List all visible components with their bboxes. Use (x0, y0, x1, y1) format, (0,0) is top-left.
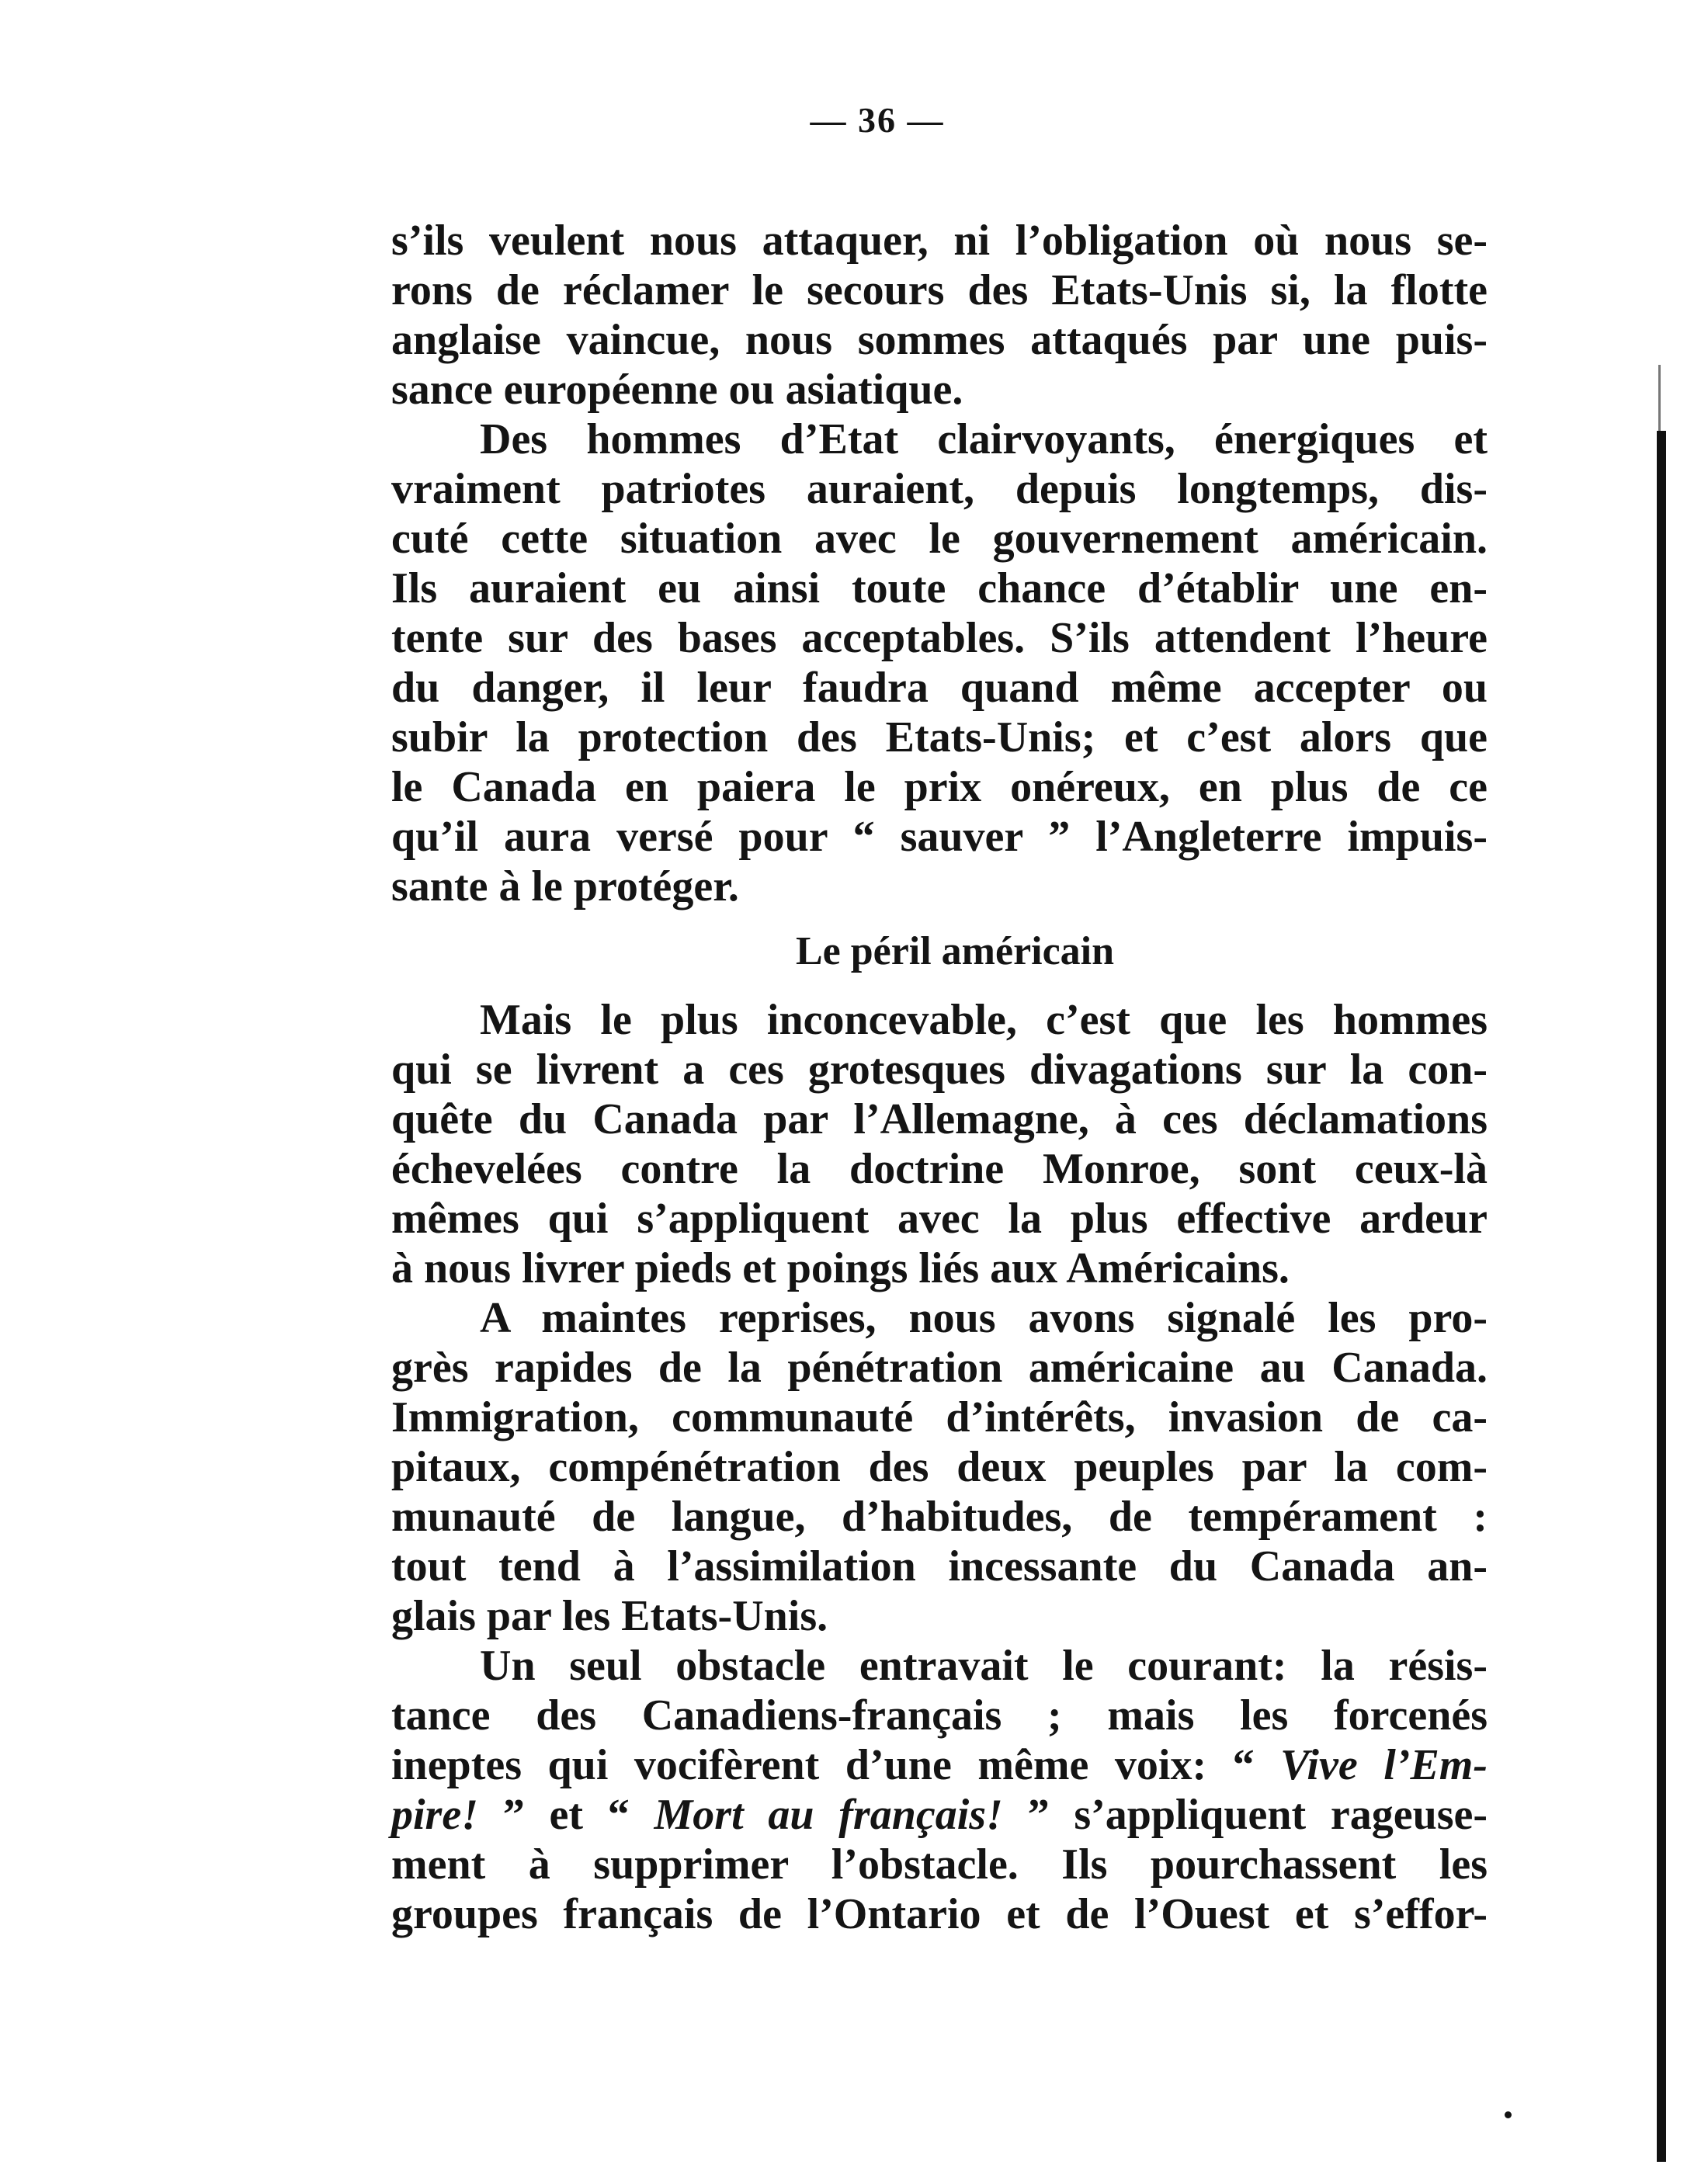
section-heading: Le péril américain (795, 929, 1115, 973)
scan-speck (1505, 2111, 1512, 2118)
text-line: vraiment patriotes auraient, depuis longtemps, dis- (391, 465, 1488, 513)
text-line: grès rapides de la pénétration américaine au Canada. (391, 1344, 1488, 1392)
text-line: Immigration, communauté d’intérêts, invasion de ca- (391, 1393, 1488, 1441)
paragraph (391, 1293, 1488, 1641)
text-line: tente sur des bases acceptables. S’ils attendent l’heure (391, 614, 1488, 662)
text-line: du danger, il leur faudra quand même accepter ou (391, 664, 1488, 712)
text-line: s’ils veulent nous attaquer, ni l’obligation où nous se- (391, 217, 1488, 265)
text-segment: ” s’appliquent rageuse- (1002, 1791, 1488, 1839)
text-line: tance des Canadiens-français ; mais les forcenés (391, 1691, 1488, 1740)
text-line: qu’il aura versé pour “ sauver ” l’Angleterre impuis- (391, 813, 1488, 861)
text-line: à nous livrer pieds et poings liés aux Américains. (391, 1244, 1290, 1292)
text-line: Un seul obstacle entravait le courant: la résis- (480, 1642, 1488, 1690)
text-line: ment à supprimer l’obstacle. Ils pourchassent les (391, 1840, 1488, 1889)
text-line: le Canada en paiera le prix onéreux, en plus de ce (391, 763, 1488, 811)
text-line: sance européenne ou asiatique. (391, 366, 963, 414)
text-line (391, 1790, 1488, 1840)
text-line: cuté cette situation avec le gouvernement américain. (391, 515, 1488, 563)
text-line: quête du Canada par l’Allemagne, à ces déclamations (391, 1095, 1488, 1143)
text-line: pitaux, compénétration des deux peuples par la com- (391, 1443, 1488, 1491)
scan-edge-bar (1657, 431, 1666, 2162)
text-line: échevelées contre la doctrine Monroe, sont ceux-là (391, 1145, 1488, 1193)
paragraph (391, 995, 1488, 1293)
text-line (391, 1740, 1488, 1790)
text-line: A maintes reprises, nous avons signalé les pro- (480, 1294, 1488, 1342)
italic-quote: Mort au français! (654, 1791, 1003, 1839)
italic-quote: Vive l’Em- (1280, 1741, 1488, 1789)
text-line: mêmes qui s’appliquent avec la plus effective ardeur (391, 1195, 1488, 1243)
text-segment: ” et “ (478, 1791, 654, 1839)
text-line: Des hommes d’Etat clairvoyants, énergiques et (480, 415, 1488, 463)
page-number: — 36 — (810, 100, 945, 140)
italic-quote: pire! (391, 1791, 478, 1839)
text-line: munauté de langue, d’habitudes, de tempérament : (391, 1493, 1488, 1541)
text-line: Mais le plus inconcevable, c’est que les hommes (480, 996, 1488, 1044)
text-segment: ineptes qui vocifèrent d’une même voix: “ (391, 1741, 1255, 1789)
text-line: Ils auraient eu ainsi toute chance d’établir une en- (391, 564, 1488, 612)
text-line: rons de réclamer le secours des Etats-Unis si, la flotte (391, 266, 1488, 314)
paragraph (391, 415, 1488, 911)
text-line: groupes français de l’Ontario et de l’Ouest et s’effor- (391, 1890, 1488, 1938)
text-line: tout tend à l’assimilation incessante du Canada an- (391, 1542, 1488, 1591)
text-line: subir la protection des Etats-Unis; et c’est alors que (391, 713, 1488, 761)
text-line: glais par les Etats-Unis. (391, 1592, 828, 1640)
text-line: sante à le protéger. (391, 862, 739, 911)
text-line: anglaise vaincue, nous sommes attaqués par une puis- (391, 316, 1488, 364)
text-line: qui se livrent a ces grotesques divagations sur la con- (391, 1046, 1488, 1094)
paragraph (391, 1641, 1488, 1939)
paragraph (391, 216, 1488, 415)
body-text (391, 216, 1488, 1939)
